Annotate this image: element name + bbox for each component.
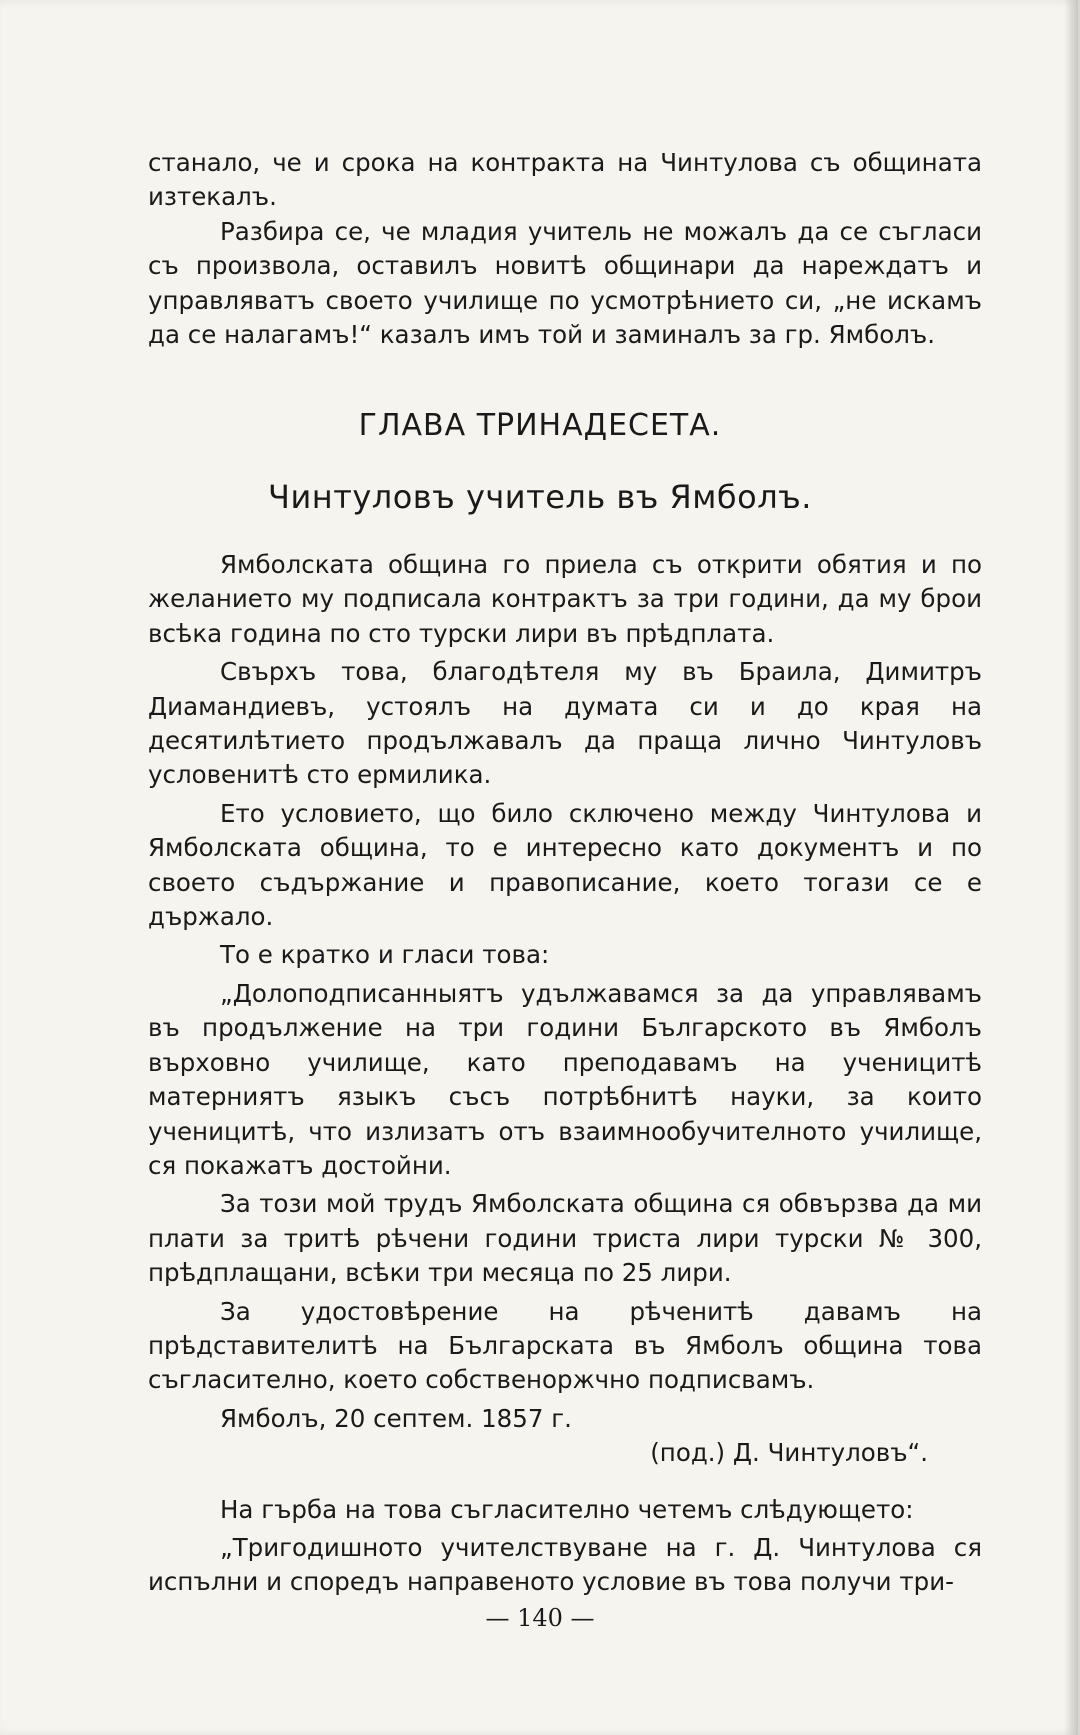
page-number: — 140 — <box>485 1604 595 1632</box>
paragraph-yambol-community: Ямболската община го приела съ открити обятия и по желанието му подписала контрактъ за три години, да му брои всѣка година по сто турски лири въ прѣдплата. <box>148 550 982 648</box>
signature: (под.) Д. Чинтуловъ“. <box>650 1438 928 1468</box>
paragraph-young-teacher: Разбира се, че младия учитель не можалъ да се съгласи съ произвола, оставилъ новитѣ общинари да нареждатъ и управляватъ своето училище по усмотрѣнието си, „не искамъ да се налагамъ!“ казалъ имъ той и заминалъ за гр. Ямболъ. <box>148 216 982 350</box>
paragraph-three-year-quote: „Тригодишното учителствуване на г. Д. Чинтулова ся испълни и споредъ направеното условие въ това получи три- <box>148 1532 982 1597</box>
paragraph-contract-quote: „Долоподписанныятъ удължавамся за да управлявамъ въ продължение на три години Българското въ Ямболъ върховно училище, като преподавамъ на ученицитѣ матерниятъ языкъ съсъ потрѣбнитѣ науки, за които ученицитѣ, что излизатъ отъ взаимнообучителното училище, ся покажатъ достойни. <box>148 978 982 1180</box>
paragraph-payment: За този мой трудъ Ямболската община ся обвързва да ми плати за тритѣ рѣчени години триста лири турски № 300, прѣдплащани, всѣки три месяца по 25 лири. <box>148 1189 982 1288</box>
paragraph-condition-intro: Ето условието, що било сключено между Чинтулова и Ямболската община, то е интересно като документъ и по своето съдържание и правописание, което тогази се е държало. <box>148 798 982 932</box>
chapter-title: ГЛАВА ТРИНАДЕСЕТА. <box>358 408 722 443</box>
paragraph-short-note: То е кратко и гласи това: <box>220 940 550 970</box>
paragraph-back-side: На гърба на това съгласително четемъ слѣдующето: <box>220 1494 914 1524</box>
paragraph-benefactor: Свърхъ това, благодѣтеля му въ Браила, Димитръ Диамандиевъ, устоялъ на думата си и до края на десятилѣтието продължавалъ да праща лично Чинтуловъ условенитѣ сто ермилика. <box>148 657 982 790</box>
page-edge-shadow <box>1064 0 1078 1735</box>
chapter-subtitle: Чинтуловъ учитель въ Ямболъ. <box>268 478 812 516</box>
paragraph-certification: За удостовѣрение на рѣченитѣ давамъ на прѣдставителитѣ на Българската въ Ямболъ община това съгласително, което собственоржчно подписвамъ. <box>148 1296 982 1395</box>
place-date: Ямболъ, 20 септем. 1857 г. <box>220 1403 572 1433</box>
paragraph-continuation: станало, че и срока на контракта на Чинтулова съ общината изтекалъ. <box>148 148 982 212</box>
main-text-block <box>148 548 982 1600</box>
top-text-block <box>148 146 982 352</box>
